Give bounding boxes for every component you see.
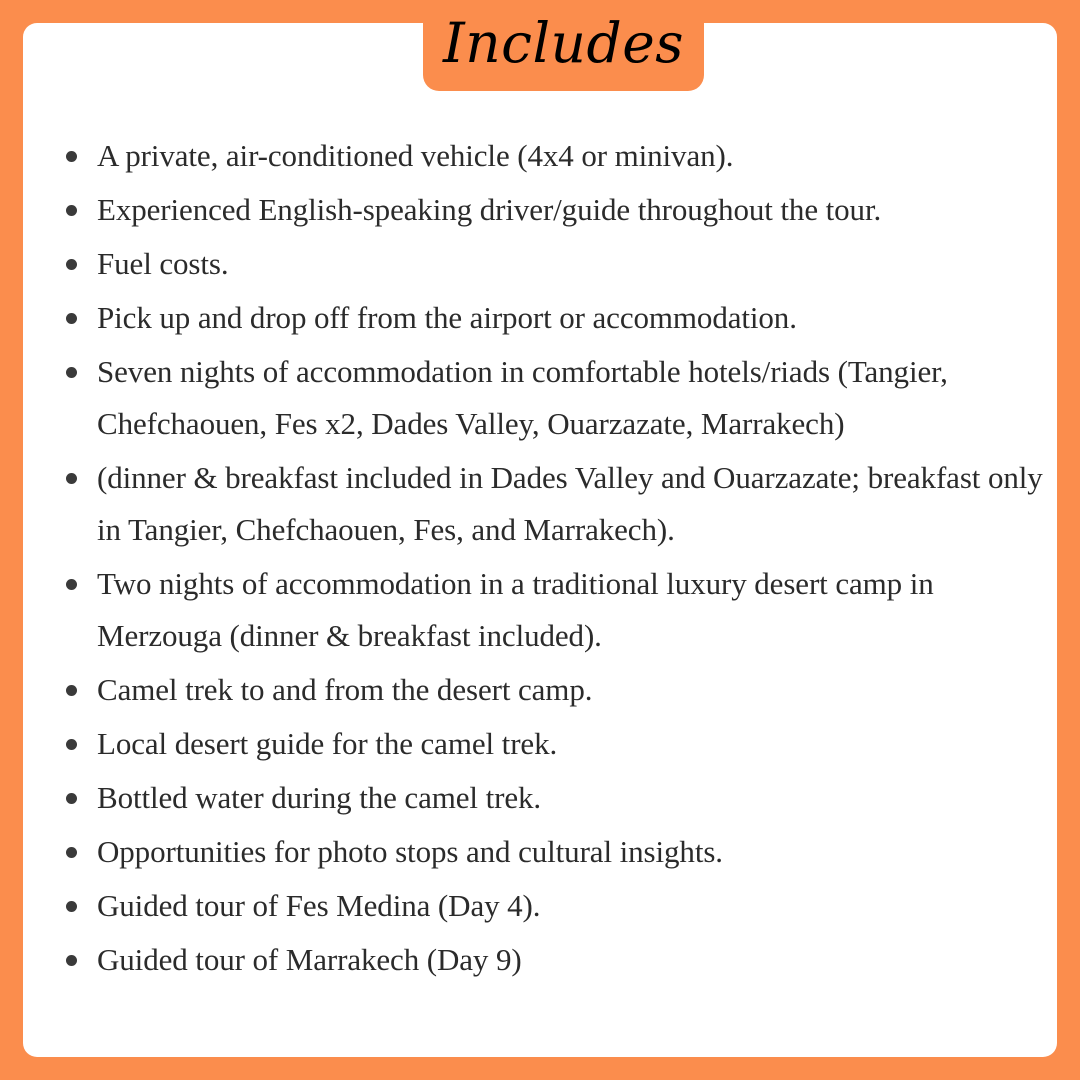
list-item-label: Bottled water during the camel trek. (97, 780, 542, 815)
bullet-icon (66, 739, 77, 750)
list-item-label: Seven nights of accommodation in comfortable hotels/riads (Tangier, Chefchaouen, Fes x2, Dades Valley, Ouarzazate, Marrakech) (97, 354, 948, 441)
list-item (35, 292, 1045, 344)
title-badge (423, 0, 704, 91)
list-item (35, 880, 1045, 932)
list-item-label: Guided tour of Marrakech (Day 9) (97, 942, 522, 977)
list-item-label: Fuel costs. (97, 246, 229, 281)
list-item-label: Guided tour of Fes Medina (Day 4). (97, 888, 541, 923)
list-item-label: Pick up and drop off from the airport or accommodation. (97, 300, 797, 335)
list-item (35, 558, 1045, 662)
list-item (35, 130, 1045, 182)
bullet-icon (66, 205, 77, 216)
list-item (35, 934, 1045, 986)
bullet-icon (66, 685, 77, 696)
list-item-label: Local desert guide for the camel trek. (97, 726, 558, 761)
list-item (35, 346, 1045, 450)
bullet-icon (66, 151, 77, 162)
includes-list (23, 114, 1057, 988)
bullet-icon (66, 313, 77, 324)
list-item (35, 772, 1045, 824)
page-title: Includes (443, 11, 684, 75)
list-item-label: Camel trek to and from the desert camp. (97, 672, 593, 707)
list-item-label: Two nights of accommodation in a traditional luxury desert camp in Merzouga (dinner & breakfast included). (97, 566, 934, 653)
list-item (35, 238, 1045, 290)
list-item (35, 718, 1045, 770)
list-item (35, 826, 1045, 878)
bullet-icon (66, 367, 77, 378)
bullet-icon (66, 901, 77, 912)
bullet-icon (66, 259, 77, 270)
list-item-label: Opportunities for photo stops and cultural insights. (97, 834, 723, 869)
bullet-icon (66, 793, 77, 804)
list-item-label: Experienced English-speaking driver/guide throughout the tour. (97, 192, 882, 227)
list-item (35, 452, 1045, 556)
list-item (35, 664, 1045, 716)
list-item-label: (dinner & breakfast included in Dades Valley and Ouarzazate; breakfast only in Tangier, Chefchaouen, Fes, and Marrakech). (97, 460, 1043, 547)
bullet-icon (66, 579, 77, 590)
list-item (35, 184, 1045, 236)
bullet-icon (66, 955, 77, 966)
card-inner-panel (23, 11, 1057, 1057)
bullet-icon (66, 473, 77, 484)
bullet-icon (66, 847, 77, 858)
list-item-label: A private, air-conditioned vehicle (4x4 or minivan). (97, 138, 734, 173)
